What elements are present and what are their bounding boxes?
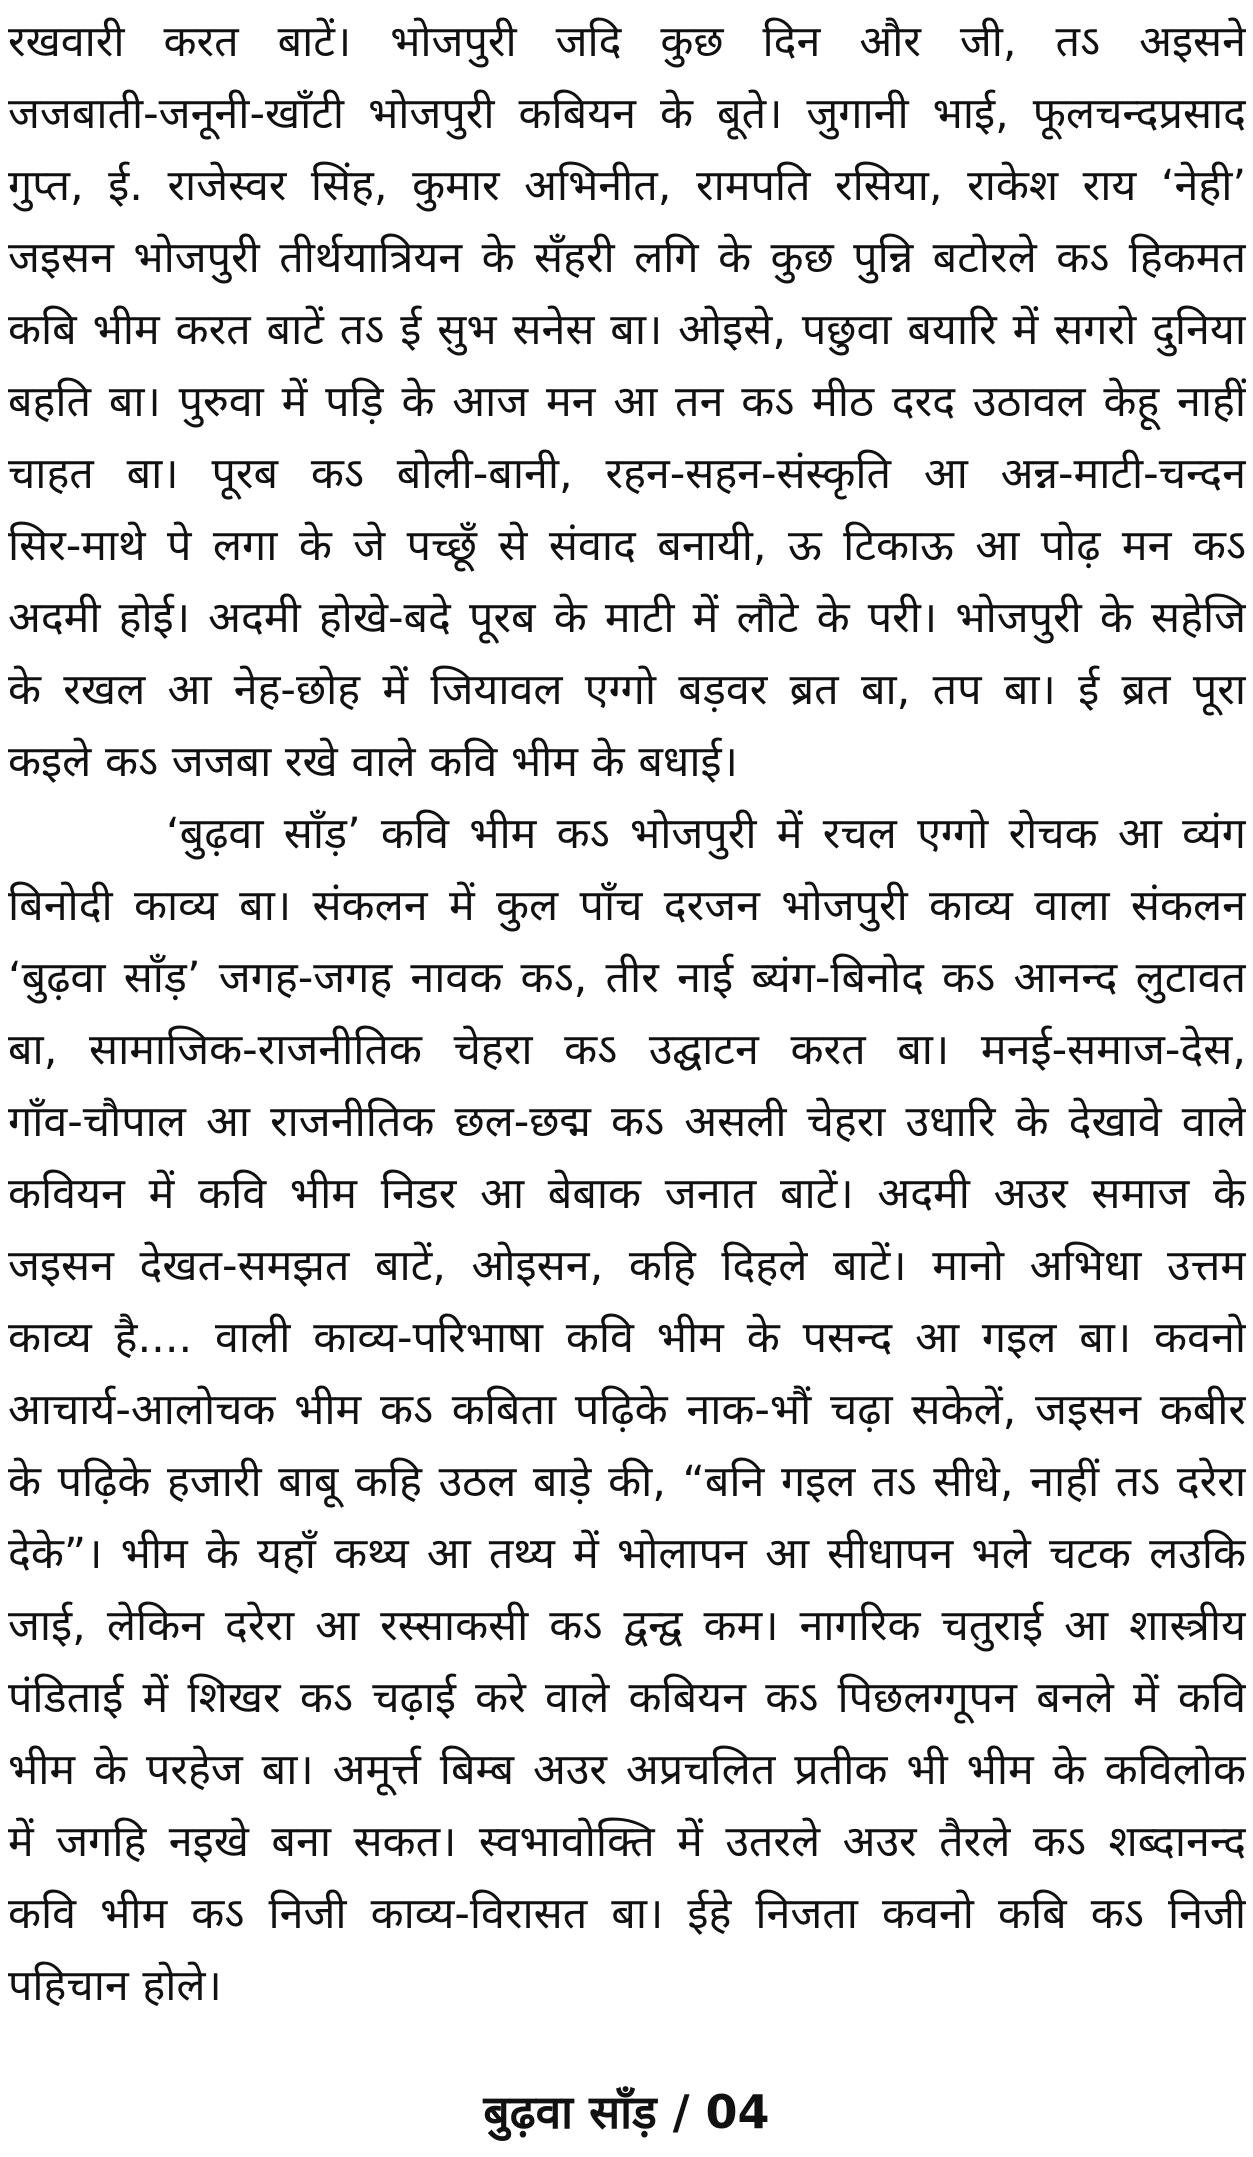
text-line: गाँव-चौपाल आ राजनीतिक छल-छद्म कऽ असली चेहरा उधारि के देखावे वाले (8, 1097, 1246, 1147)
text-line: काव्य है.... वाली काव्य-परिभाषा कवि भीम के पसन्द आ गइल बा। कवनो (8, 1313, 1246, 1363)
text-line: कबि भीम करत बाटें तऽ ई सुभ सनेस बा। ओइसे, पछुवा बयारि में सगरो दुनिया (8, 305, 1246, 355)
text-line: देके”। भीम के यहाँ कथ्य आ तथ्य में भोलापन आ सीधापन भले चटक लउकि (8, 1529, 1246, 1579)
text-line: पहिचान होले। (8, 1961, 222, 2011)
page-footer: बुढ़वा साँड़ / 04 (483, 2085, 770, 2139)
text-line: सिर-माथे पे लगा के जे पच्छूँ से संवाद बनायी, ऊ टिकाऊ आ पोढ़ मन कऽ (8, 521, 1246, 571)
text-line: जइसन देखत-समझत बाटें, ओइसन, कहि दिहले बाटें। मानो अभिधा उत्तम (8, 1241, 1246, 1291)
text-line: बा, सामाजिक-राजनीतिक चेहरा कऽ उद्घाटन करत बा। मनई-समाज-देस, (8, 1025, 1246, 1075)
text-line: कवियन में कवि भीम निडर आ बेबाक जनात बाटें। अदमी अउर समाज के (8, 1169, 1246, 1219)
text-line: ‘बुढ़वा साँड़’ जगह-जगह नावक कऽ, तीर नाई ब्यंग-बिनोद कऽ आनन्द लुटावत (8, 953, 1246, 1003)
text-line: कइले कऽ जजबा रखे वाले कवि भीम के बधाई। (8, 737, 738, 787)
text-line: गुप्त, ई. राजेस्वर सिंह, कुमार अभिनीत, रामपति रसिया, राकेश राय ‘नेही’ (8, 161, 1246, 211)
text-line: रखवारी करत बाटें। भोजपुरी जदि कुछ दिन और जी, तऽ अइसने (8, 17, 1246, 67)
text-line: के पढ़िके हजारी बाबू कहि उठल बाड़े की, “बनि गइल तऽ सीधे, नाहीं तऽ दरेरा (8, 1457, 1246, 1507)
text-line: चाहत बा। पूरब कऽ बोली-बानी, रहन-सहन-संस्कृति आ अन्न-माटी-चन्दन (8, 449, 1246, 499)
text-line: पंडिताई में शिखर कऽ चढ़ाई करे वाले कबियन कऽ पिछलग्गूपन बनले में कवि (8, 1673, 1246, 1723)
text-line: जजबाती-जनूनी-खाँटी भोजपुरी कबियन के बूते। जुगानी भाई, फूलचन्दप्रसाद (8, 89, 1246, 139)
text-line: बहति बा। पुरुवा में पड़ि के आज मन आ तन कऽ मीठ दरद उठावल केहू नाहीं (8, 377, 1246, 427)
text-line: जाई, लेकिन दरेरा आ रस्साकसी कऽ द्वन्द्व कम। नागरिक चतुराई आ शास्त्रीय (8, 1601, 1246, 1651)
text-line: आचार्य-आलोचक भीम कऽ कबिता पढ़िके नाक-भौं चढ़ा सकेलें, जइसन कबीर (8, 1385, 1246, 1435)
text-line: जइसन भोजपुरी तीर्थयात्रियन के सँहरी लगि के कुछ पुन्नि बटोरले कऽ हिकमत (8, 233, 1246, 283)
text-line: बिनोदी काव्य बा। संकलन में कुल पाँच दरजन भोजपुरी काव्य वाला संकलन (8, 881, 1246, 931)
text-line: के रखल आ नेह-छोह में जियावल एग्गो बड़वर ब्रत बा, तप बा। ई ब्रत पूरा (8, 665, 1246, 715)
text-line: कवि भीम कऽ निजी काव्य-विरासत बा। ईहे निजता कवनो कबि कऽ निजी (8, 1889, 1246, 1939)
text-line: में जगहि नइखे बना सकत। स्वभावोक्ति में उतरले अउर तैरले कऽ शब्दानन्द (8, 1817, 1246, 1867)
text-line: भीम के परहेज बा। अमूर्त्त बिम्ब अउर अप्रचलित प्रतीक भी भीम के कविलोक (8, 1745, 1246, 1795)
text-line-indented: ‘बुढ़वा साँड़’ कवि भीम कऽ भोजपुरी में रचल एग्गो रोचक आ व्यंग (166, 809, 1246, 859)
text-line: अदमी होई। अदमी होखे-बदे पूरब के माटी में लौटे के परी। भोजपुरी के सहेजि (8, 593, 1246, 643)
